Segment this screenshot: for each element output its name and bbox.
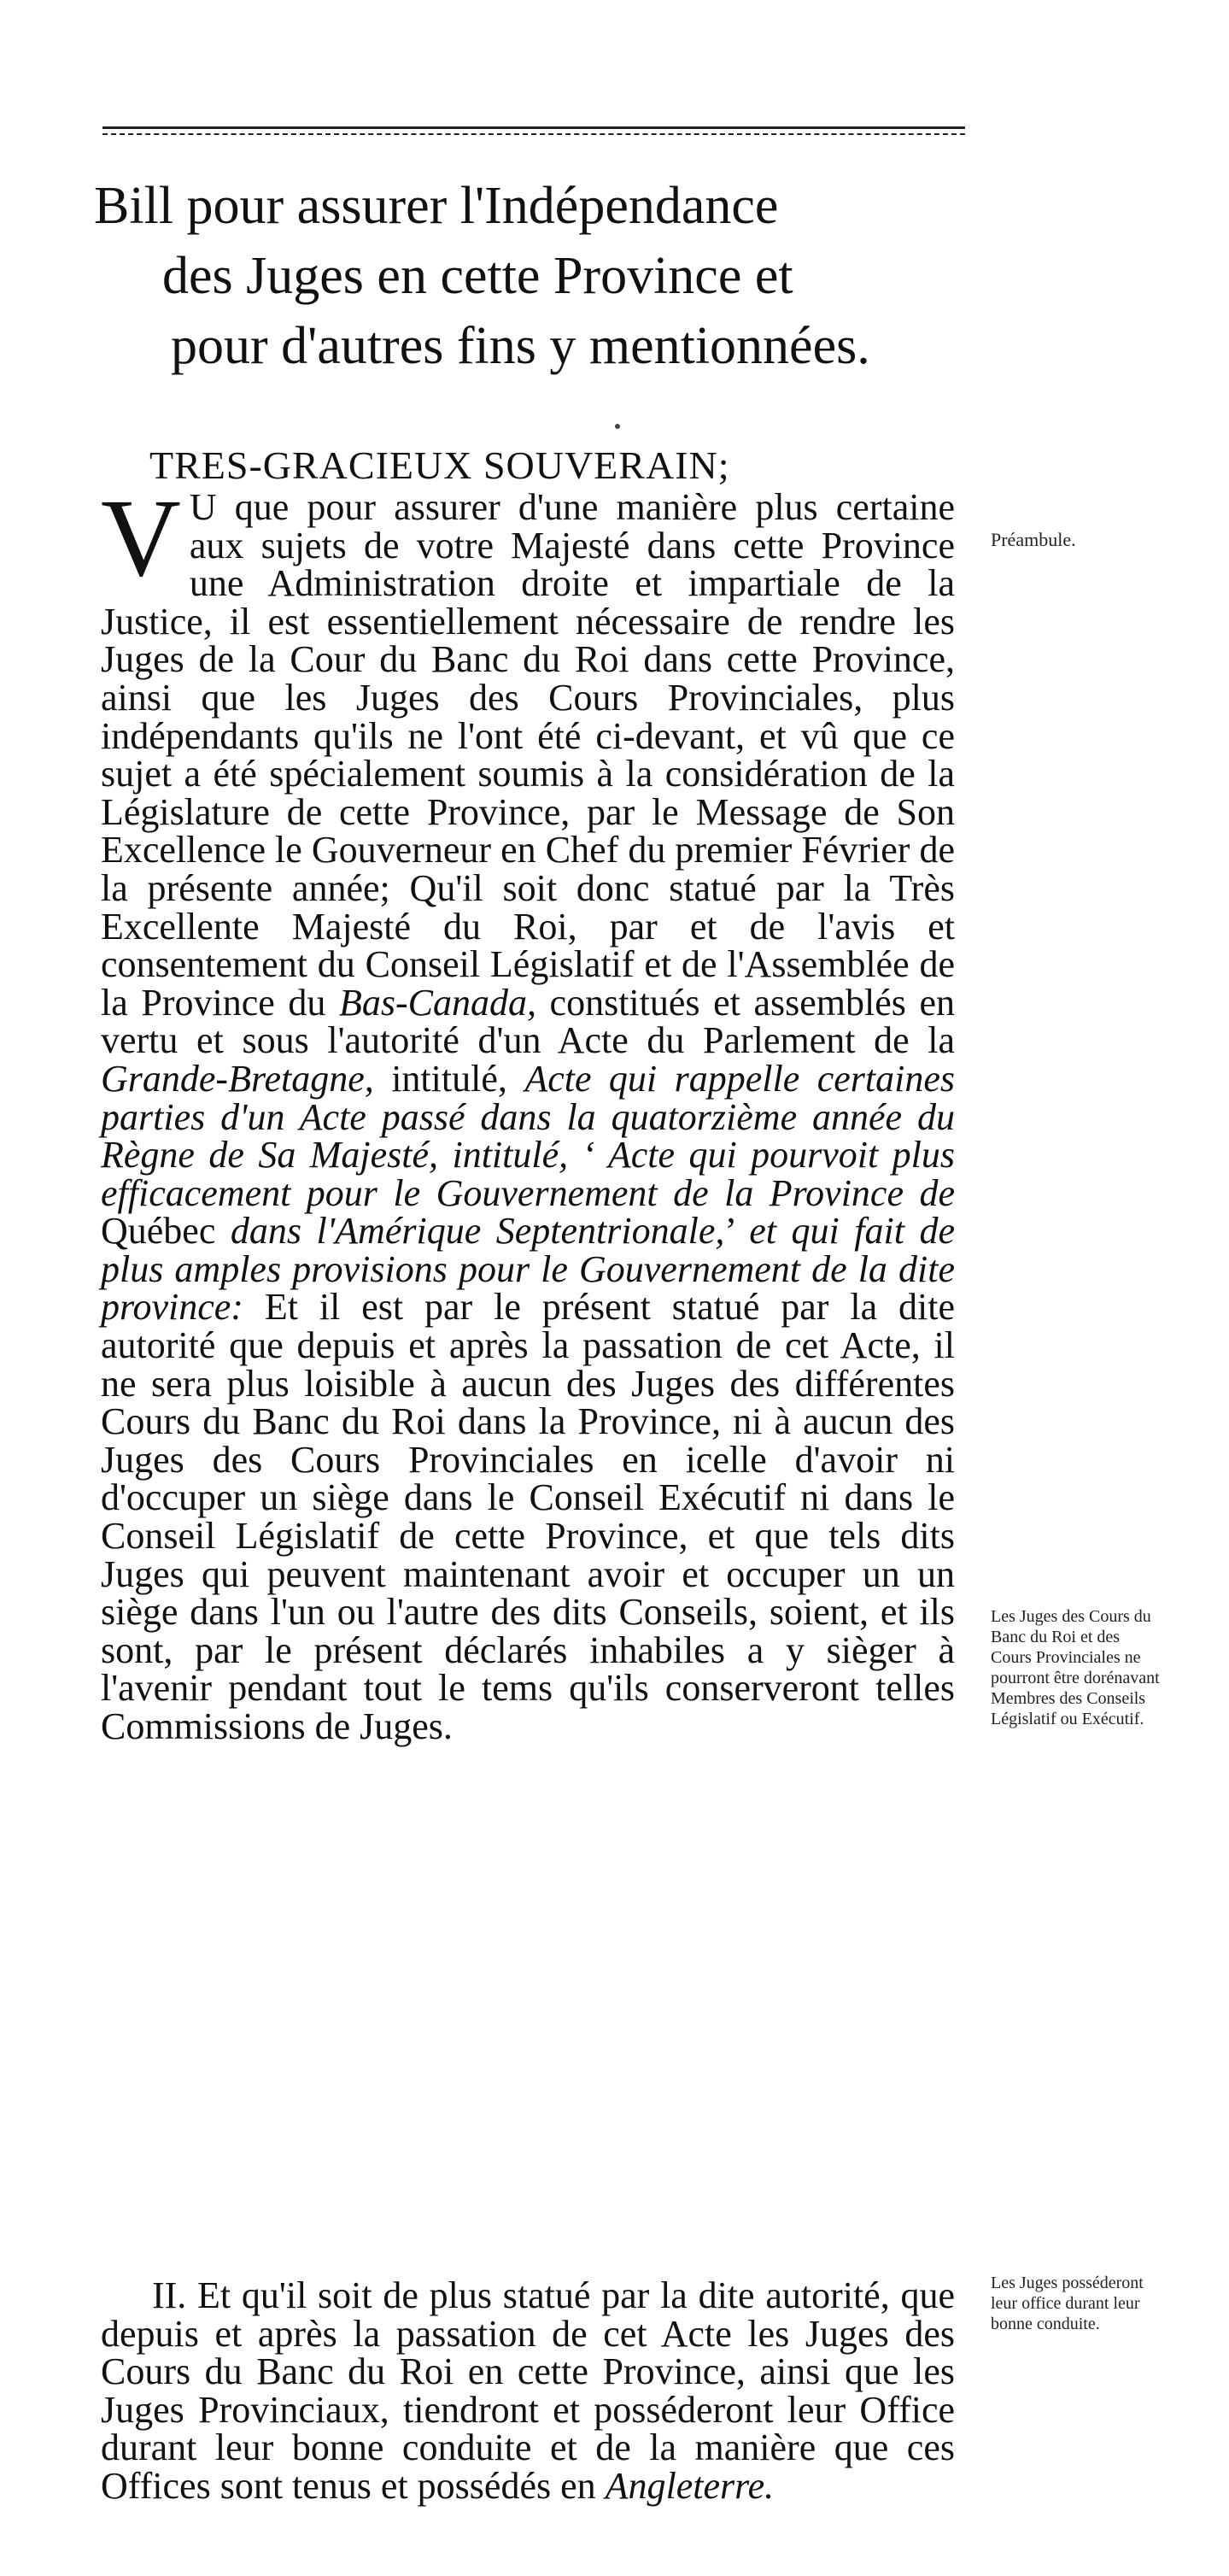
act-title: Acte qui rappelle certaines parties d'un Acte passé dans la quatorzième année du Règne de Sa Majesté, intitulé, ‘ Acte qui pourvoit plus efficacement pour le Gouvernement de la Province de: [101, 1057, 955, 1214]
header-rule-dashed: [102, 133, 965, 135]
header-rule: [102, 126, 965, 129]
paragraph-text: Et il est par le présent statué par la dite autorité que depuis et après la passation de cet Acte, il ne sera plus loisible à aucun des Juges des différentes Cours du Banc du Roi dans la Province, ni à aucun des Juges des Cours Provinciales en icelle d'avoir ni d'occuper un siège dans le Conseil Exécutif ni dans le Conseil Législatif de cette Province, et que tels dits Juges qui peuvent maintenant avoir et occuper un un siège dans l'un ou l'autre des dits Conseils, soient, et ils sont, par le présent déclarés inhabiles a y sièger à l'avenir pendant tout le tems qu'ils conserveront telles Commissions de Juges.: [101, 1286, 955, 1747]
decorative-dot: [615, 424, 620, 429]
place-name: Bas-Canada,: [338, 981, 536, 1024]
paragraph-text: II. Et qu'il soit de plus statué par la dite autorité, que depuis et après la passation de cet Acte les Juges des Cours du Banc du Roi en cette Province, ainsi que les Juges Provinciaux, tiendront et posséderont leur Office durant leur bonne conduite et de la manière que ces Offices sont tenus et possédés en: [101, 2274, 955, 2507]
paragraph-section-2: [101, 2274, 955, 2507]
act-title: dans l'Amérique Septentrionale,: [230, 1210, 725, 1253]
place-name: Québec: [101, 1210, 231, 1253]
margin-note-preambule: Préambule.: [991, 529, 1076, 550]
place-name: Angleterre.: [605, 2464, 775, 2507]
title-line-2: des Juges en cette Province et: [162, 247, 793, 305]
drop-cap: V: [101, 477, 181, 600]
title-line-3: pour d'autres fins y mentionnées.: [171, 317, 870, 375]
margin-note-judges-councils: Les Juges des Cours du Banc du Roi et des Cours Provinciales ne pourront être dorénavant Membres des Conseils Législatif ou Exécutif.: [991, 1607, 1160, 1728]
margin-note-judges-office: Les Juges posséderont leur office durant leur bonne conduite.: [991, 2274, 1144, 2333]
paragraph-text: intitulé,: [373, 1057, 525, 1100]
paragraph-text: U que pour assurer d'une manière plus certaine aux sujets de votre Majesté dans cette Province une Administration droite et impartiale de la Justice, il est essentiellement nécessaire de rendre les Juges de la Cour du Banc du Roi dans cette Province, ainsi que les Juges des Cours Provinciales, plus indépendants qu'ils ne l'ont été ci-devant, et vû que ce sujet a été spécialement soumis à la considération de la Législature de cette Province, par le Message de Son Excellence le Gouverneur en Chef du premier Février de la présente année; Qu'il soit donc statué par la Très Excellente Majesté du Roi, par et de l'avis et consentement du Conseil Législatif et de l'Assemblée de la Province du: [101, 486, 955, 1024]
paragraph-text: ’: [724, 1210, 750, 1253]
paragraph-preamble: [101, 477, 955, 1747]
title-line-1: Bill pour assurer l'Indépendance: [94, 177, 779, 235]
place-name: Grande-Bretagne,: [101, 1057, 374, 1100]
bill-title: [94, 171, 999, 381]
paragraph-text: constitués et assemblés en vertu et sous l'autorité d'un Acte du Parlement de la: [101, 981, 955, 1062]
salutation: TRES-GRACIEUX SOUVERAIN;: [149, 443, 730, 487]
act-title: et qui fait de plus amples provisions pour le Gouvernement de la dite province:: [101, 1210, 955, 1329]
